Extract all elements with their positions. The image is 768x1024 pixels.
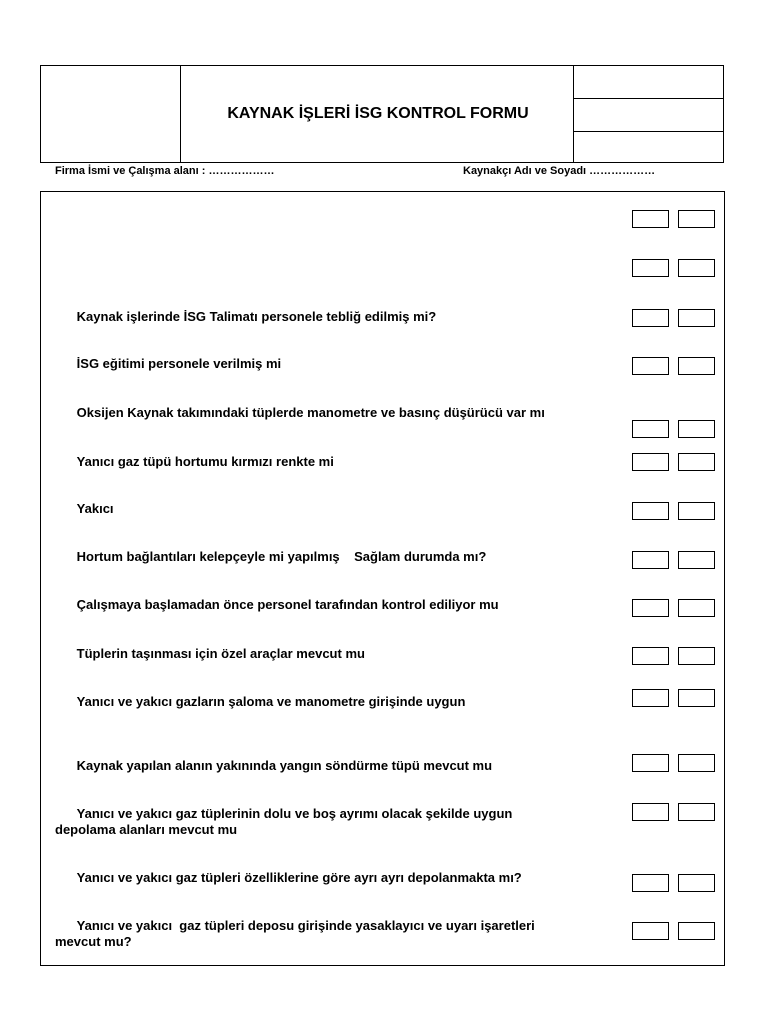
- yes-checkbox[interactable]: [632, 599, 669, 617]
- no-checkbox[interactable]: [678, 754, 715, 772]
- question-text: Hortum bağlantıları kelepçeyle mi yapılmış Sağlam durumda mı?: [55, 549, 487, 564]
- question-text: Yanıcı ve yakıcı gaz tüpleri deposu girişinde yasaklayıcı ve uyarı işaretleri mevcut mu?: [55, 918, 539, 949]
- yes-checkbox[interactable]: [632, 259, 669, 277]
- no-checkbox[interactable]: [678, 210, 715, 228]
- document-info-cell: [574, 132, 723, 164]
- yes-checkbox[interactable]: [632, 502, 669, 520]
- document-info-cell: [574, 66, 723, 99]
- no-checkbox[interactable]: [678, 803, 715, 821]
- yes-checkbox[interactable]: [632, 453, 669, 471]
- no-checkbox[interactable]: [678, 647, 715, 665]
- question-text: Kaynak işlerinde İSG Talimatı personele tebliğ edilmiş mi?: [55, 309, 437, 324]
- yes-checkbox[interactable]: [632, 647, 669, 665]
- yes-checkbox[interactable]: [632, 754, 669, 772]
- no-checkbox[interactable]: [678, 502, 715, 520]
- no-checkbox[interactable]: [678, 453, 715, 471]
- no-checkbox[interactable]: [678, 874, 715, 892]
- logo-cell: [41, 66, 181, 162]
- no-checkbox[interactable]: [678, 357, 715, 375]
- yes-checkbox[interactable]: [632, 874, 669, 892]
- yes-checkbox[interactable]: [632, 309, 669, 327]
- form-title: KAYNAK İŞLERİ İSG KONTROL FORMU: [227, 105, 529, 122]
- question-text: Yanıcı ve yakıcı gaz tüpleri özelliklerine göre ayrı ayrı depolanmakta mı?: [55, 870, 522, 885]
- question-text: Kaynak yapılan alanın yakınında yangın söndürme tüpü mevcut mu: [55, 758, 493, 773]
- welder-field-label: Kaynakçı Adı ve Soyadı ………………: [463, 165, 656, 177]
- question-text: Yanıcı ve yakıcı gazların şaloma ve manometre girişinde uygun: [55, 694, 466, 709]
- question-text: Yanıcı gaz tüpü hortumu kırmızı renkte mi: [55, 454, 334, 469]
- question-text: Oksijen Kaynak takımındaki tüplerde manometre ve basınç düşürücü var mı: [55, 405, 545, 420]
- no-checkbox[interactable]: [678, 689, 715, 707]
- company-field-label: Firma İsmi ve Çalışma alanı : ………………: [55, 165, 275, 177]
- yes-checkbox[interactable]: [632, 420, 669, 438]
- document-info-cells: [573, 66, 723, 162]
- yes-checkbox[interactable]: [632, 803, 669, 821]
- no-checkbox[interactable]: [678, 259, 715, 277]
- form-header: [40, 65, 724, 163]
- yes-checkbox[interactable]: [632, 689, 669, 707]
- yes-checkbox[interactable]: [632, 357, 669, 375]
- no-checkbox[interactable]: [678, 599, 715, 617]
- checklist-box: [40, 191, 725, 966]
- question-text: İSG eğitimi personele verilmiş mi: [55, 356, 282, 371]
- yes-checkbox[interactable]: [632, 922, 669, 940]
- question-text: Çalışmaya başlamadan önce personel tarafından kontrol ediliyor mu: [55, 597, 499, 612]
- no-checkbox[interactable]: [678, 551, 715, 569]
- question-text: Yakıcı: [55, 501, 114, 516]
- document-info-cell: [574, 99, 723, 132]
- no-checkbox[interactable]: [678, 420, 715, 438]
- no-checkbox[interactable]: [678, 922, 715, 940]
- question-text: Yanıcı ve yakıcı gaz tüplerinin dolu ve boş ayrımı olacak şekilde uygun depolama alanları mevcut mu: [55, 806, 516, 837]
- no-checkbox[interactable]: [678, 309, 715, 327]
- question-text: Tüplerin taşınması için özel araçlar mevcut mu: [55, 646, 365, 661]
- yes-checkbox[interactable]: [632, 551, 669, 569]
- yes-checkbox[interactable]: [632, 210, 669, 228]
